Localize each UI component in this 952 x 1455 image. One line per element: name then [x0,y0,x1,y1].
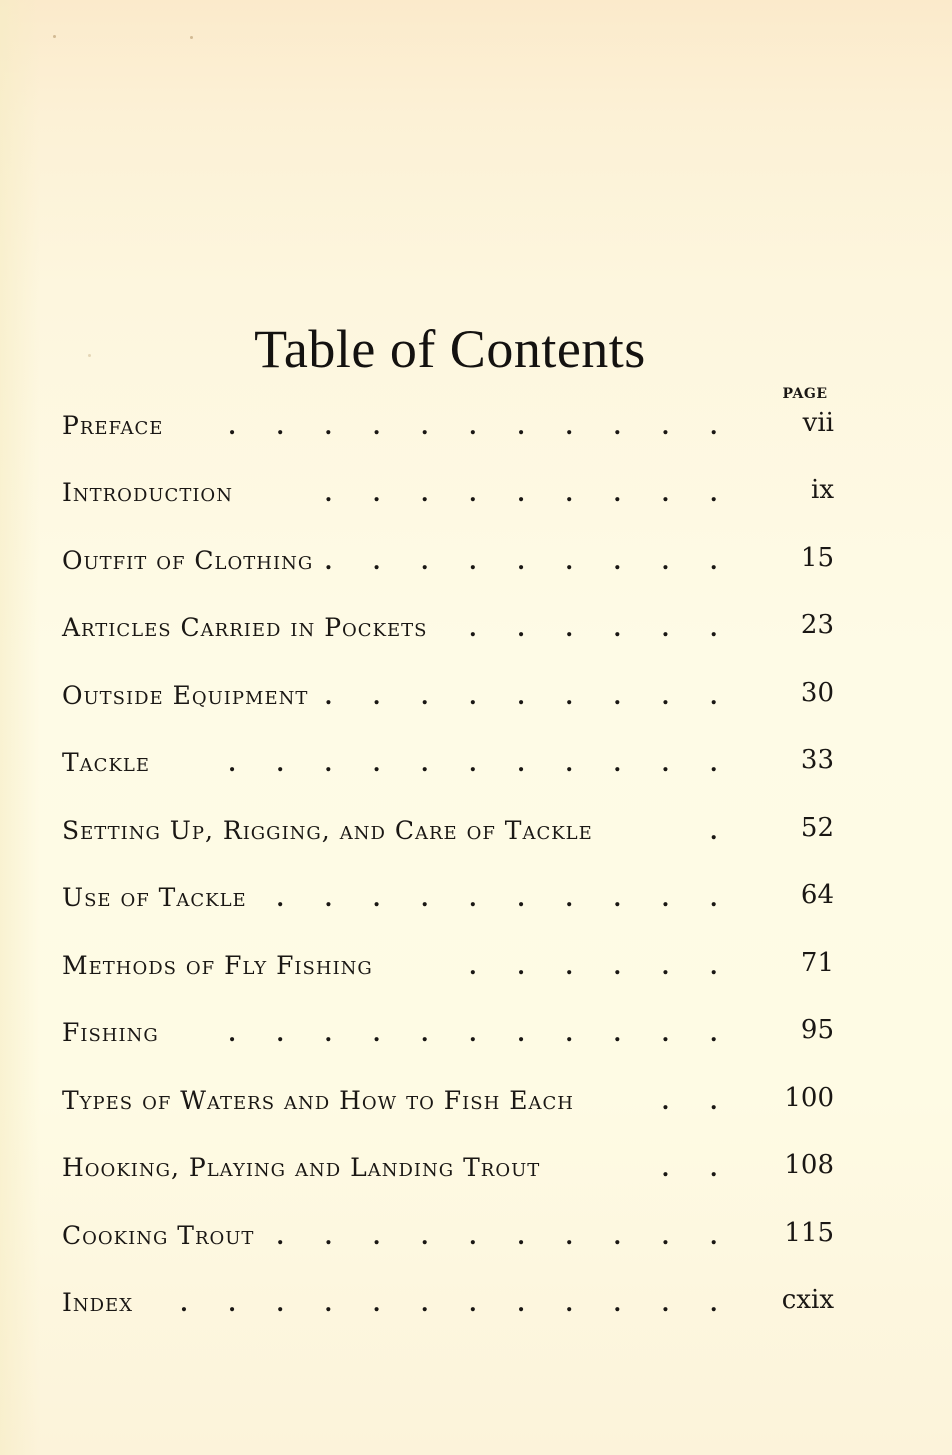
dot-leader: ............ [180,1291,758,1317]
dot-leader: .. [661,1156,758,1182]
toc-entry-title: Preface [62,410,164,440]
dot-leader: ........... [228,413,758,440]
table-of-contents [62,400,834,1345]
dot-leader: .......... [276,1223,758,1250]
toc-entry-page: 52 [800,812,834,843]
toc-entry-page: 115 [784,1217,834,1248]
toc-entry-title: Introduction [62,478,233,507]
toc-entry[interactable] [62,535,834,603]
toc-entry-title: Cooking Trout [62,1220,255,1250]
toc-entry-title: Types of Waters and How to Fish Each [62,1085,574,1115]
toc-entry[interactable] [62,603,834,671]
toc-entry-page: cxix [781,1285,834,1315]
toc-entry[interactable] [62,940,834,1008]
dot-leader: ......... [324,683,758,710]
toc-entry[interactable] [62,1075,834,1143]
toc-entry[interactable] [62,468,834,536]
toc-entry[interactable] [62,1008,834,1076]
toc-entry[interactable] [62,738,834,806]
toc-entry[interactable] [62,400,834,468]
toc-entry-title: Outfit of Clothing [62,545,314,575]
toc-entry[interactable] [62,1210,834,1278]
toc-entry-title: Tackle [62,748,150,777]
dot-leader: .......... [276,886,758,912]
toc-entry-title: Index [62,1288,134,1317]
dot-leader: ......... [324,548,758,575]
toc-entry-page: 15 [800,542,834,573]
toc-entry-page: 30 [800,677,834,708]
toc-entry-page: 23 [800,610,834,640]
toc-entry[interactable] [62,873,834,941]
toc-entry[interactable] [62,1143,834,1211]
dot-leader: ........... [228,1021,758,1047]
toc-entry-page: 95 [800,1015,834,1045]
toc-entry[interactable] [62,1278,834,1346]
toc-entry-page: 64 [800,880,834,910]
page-column-header: PAGE [782,386,828,402]
toc-entry-title: Articles Carried in Pockets [62,613,428,642]
toc-entry-title: Methods of Fly Fishing [62,950,373,980]
dot-leader: . [709,818,758,845]
toc-entry-page: vii [802,407,834,438]
toc-entry-page: 71 [800,947,834,978]
toc-entry-page: 100 [784,1082,834,1113]
toc-entry[interactable] [62,805,834,873]
page-edge-shading [0,0,40,1455]
toc-entry-title: Outside Equipment [62,680,309,710]
toc-entry-title: Use of Tackle [62,883,247,912]
paper-speck [53,35,56,38]
toc-entry-title: Hooking, Playing and Landing Trout [62,1153,541,1182]
paper-speck [190,36,193,39]
dot-leader: ...... [469,953,758,980]
dot-leader: ...... [469,616,758,642]
toc-entry-title: Setting Up, Rigging, and Care of Tackle [62,815,593,845]
dot-leader: ......... [324,481,758,507]
dot-leader: .. [661,1088,758,1115]
toc-entry-title: Fishing [62,1018,159,1047]
toc-entry[interactable] [62,670,834,738]
toc-entry-page: 33 [800,745,834,775]
dot-leader: ........... [228,751,758,777]
page-title: Table of Contents [254,319,646,380]
toc-entry-page: 108 [784,1150,834,1180]
toc-entry-page: ix [811,475,834,505]
